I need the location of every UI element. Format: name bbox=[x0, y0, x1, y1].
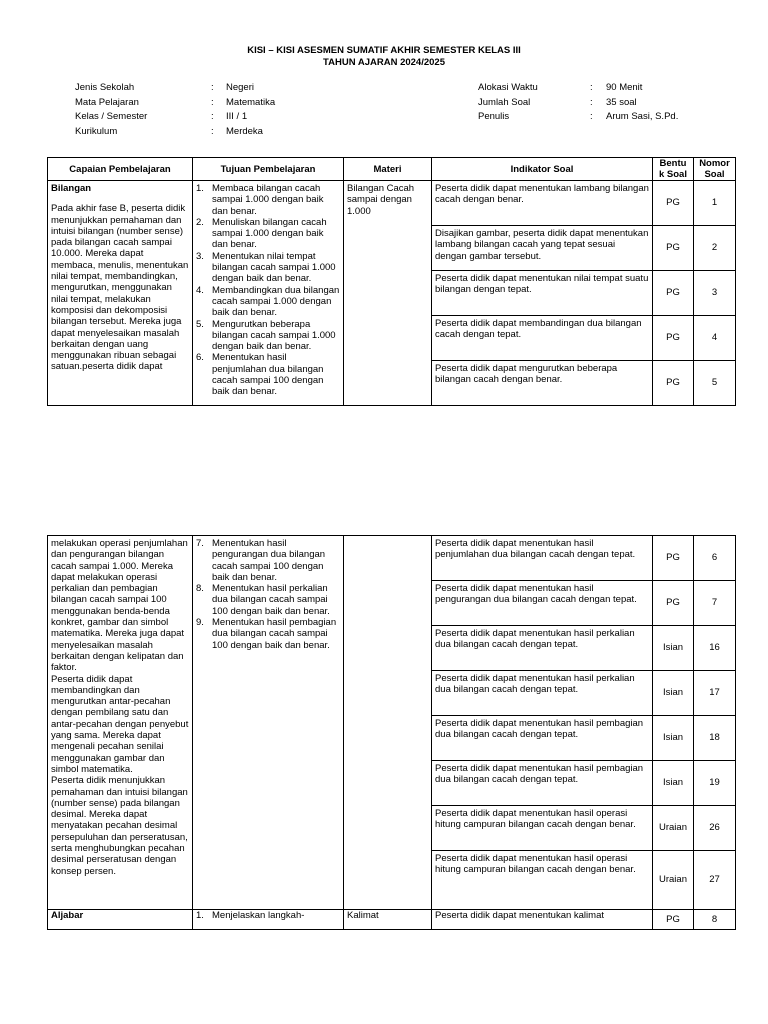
tujuan-item bbox=[196, 217, 340, 251]
meta-info-right bbox=[478, 81, 678, 125]
header-capaian: Capaian Pembelajaran bbox=[48, 158, 193, 181]
tujuan-text: Membandingkan dua bilangan cacah sampai 1.000 dengan baik dan benar. bbox=[212, 284, 340, 319]
materi-cell: Bilangan Cacah sampai dengan 1.000 bbox=[344, 181, 432, 406]
nomor-cell: 27 bbox=[694, 851, 736, 910]
capaian-text: Pada akhir fase B, peserta didik menunjukkan pemahaman dan intuisi bilangan (number sense) pada bilangan cacah sampai 10.000. Mereka dapat membaca, menulis, menentukan nilai tempat, membandingkan, mengurutkan, menggunakan nilai tempat, melakukan komposisi dan dekomposisi bilangan tersebut. Mereka juga dapat menyelesaikan masalah berkaitan dengan uang menggunakan ribuan sebagai satuan.peserta didik dapat bbox=[51, 203, 189, 373]
header-materi: Materi bbox=[344, 158, 432, 181]
tujuan-text: Menentukan hasil perkalian dua bilangan cacah sampai 100 dengan baik dan benar. bbox=[212, 583, 330, 617]
tujuan-num: 5. bbox=[196, 318, 204, 330]
table-row-aljabar bbox=[48, 910, 736, 930]
tujuan-item bbox=[196, 285, 340, 319]
tujuan-num: 4. bbox=[196, 284, 204, 296]
tujuan-item bbox=[196, 319, 340, 353]
nomor-cell: 5 bbox=[694, 361, 736, 406]
bentuk-cell: Isian bbox=[653, 761, 694, 806]
tujuan-cell bbox=[193, 181, 344, 406]
nomor-cell: 19 bbox=[694, 761, 736, 806]
meta-value: III / 1 bbox=[226, 111, 248, 122]
indikator-cell: Peserta didik dapat menentukan hasil perkalian dua bilangan cacah dengan tepat. bbox=[432, 626, 653, 671]
indikator-cell: Peserta didik dapat menentukan hasil operasi hitung campuran bilangan cacah dengan benar. bbox=[432, 851, 653, 910]
header-tujuan: Tujuan Pembelajaran bbox=[193, 158, 344, 181]
document-title bbox=[0, 45, 768, 69]
tujuan-num: 9. bbox=[196, 617, 204, 629]
meta-value: Arum Sasi, S.Pd. bbox=[606, 111, 679, 122]
tujuan-item bbox=[196, 910, 340, 921]
tujuan-item bbox=[196, 183, 340, 217]
bentuk-cell: PG bbox=[653, 361, 694, 406]
meta-row bbox=[75, 96, 275, 111]
header-nomor: Nomor Soal bbox=[694, 158, 736, 181]
nomor-cell: 4 bbox=[694, 316, 736, 361]
bentuk-cell: Uraian bbox=[653, 806, 694, 851]
meta-row bbox=[75, 125, 275, 140]
materi-cell bbox=[344, 536, 432, 910]
indikator-cell: Peserta didik dapat menentukan hasil penjumlahan dua bilangan cacah dengan tepat. bbox=[432, 536, 653, 581]
meta-value: 35 soal bbox=[606, 96, 637, 108]
meta-row bbox=[75, 81, 275, 96]
tujuan-list bbox=[196, 183, 340, 398]
nomor-cell: 8 bbox=[694, 910, 736, 930]
indikator-cell: Peserta didik dapat menentukan lambang bilangan cacah dengan benar. bbox=[432, 181, 653, 226]
tujuan-cell bbox=[193, 910, 344, 930]
nomor-cell: 16 bbox=[694, 626, 736, 671]
nomor-cell: 17 bbox=[694, 671, 736, 716]
tujuan-text: Menentukan hasil pengurangan dua bilangan cacah sampai 100 dengan baik dan benar. bbox=[212, 538, 326, 583]
meta-colon: : bbox=[211, 82, 214, 93]
meta-colon: : bbox=[590, 111, 593, 122]
indikator-cell: Peserta didik dapat menentukan nilai tempat suatu bilangan dengan tepat. bbox=[432, 271, 653, 316]
meta-key: Kelas / Semester bbox=[75, 111, 148, 122]
meta-row bbox=[478, 96, 678, 111]
meta-colon: : bbox=[211, 96, 214, 108]
tujuan-num: 6. bbox=[196, 352, 204, 364]
indikator-cell: Peserta didik dapat menentukan kalimat bbox=[432, 910, 653, 930]
meta-key: Mata Pelajaran bbox=[75, 96, 139, 108]
table-header-row bbox=[48, 158, 736, 181]
capaian-text: melakukan operasi penjumlahan dan pengurangan bilangan cacah sampai 1.000. Mereka dapat melakukan operasi perkalian dan pembagian bilangan cacah sampai 100 menggunakan benda-benda konkret, gambar dan simbol matematika. Mereka juga dapat menyelesaikan masalah berkaitan dengan kelipatan dan faktor. bbox=[51, 538, 188, 674]
bentuk-cell: Isian bbox=[653, 626, 694, 671]
header-indikator: Indikator Soal bbox=[432, 158, 653, 181]
meta-row bbox=[478, 110, 678, 125]
tujuan-num: 3. bbox=[196, 250, 204, 262]
bentuk-cell: PG bbox=[653, 536, 694, 581]
tujuan-item bbox=[196, 583, 340, 617]
nomor-cell: 18 bbox=[694, 716, 736, 761]
indikator-cell: Peserta didik dapat menentukan hasil pengurangan dua bilangan cacah dengan tepat. bbox=[432, 581, 653, 626]
meta-value: Merdeka bbox=[226, 125, 263, 137]
capaian-text-2: Peserta didik dapat membandingkan dan mengurutkan antar-pecahan dengan pembilang satu dan antar-pecahan dengan penyebut yang sama. Mereka dapat mengenali pecahan senilai menggunakan gambar dan simbol matematika. bbox=[51, 673, 189, 775]
tujuan-num: 1. bbox=[196, 910, 204, 921]
meta-colon: : bbox=[590, 96, 593, 108]
indikator-cell: Peserta didik dapat menentukan hasil pembagian dua bilangan cacah dengan tepat. bbox=[432, 716, 653, 761]
meta-value: 90 Menit bbox=[606, 82, 643, 93]
kisi-table-page-1 bbox=[47, 157, 736, 406]
meta-value: Matematika bbox=[226, 96, 276, 108]
materi-cell: Kalimat bbox=[344, 910, 432, 930]
title-line-2: TAHUN AJARAN 2024/2025 bbox=[323, 57, 445, 68]
meta-info-left bbox=[75, 81, 275, 139]
indikator-cell: Peserta didik dapat mengurutkan beberapa bilangan cacah dengan benar. bbox=[432, 361, 653, 406]
tujuan-cell bbox=[193, 536, 344, 910]
tujuan-item bbox=[196, 538, 340, 583]
tujuan-list bbox=[196, 538, 340, 651]
meta-colon: : bbox=[590, 82, 593, 93]
indikator-cell: Disajikan gambar, peserta didik dapat menentukan lambang bilangan cacah yang tepat sesuai dengan gambar tersebut. bbox=[432, 226, 653, 271]
meta-row bbox=[75, 110, 275, 125]
meta-value: Negeri bbox=[226, 82, 254, 93]
tujuan-text: Mengurutkan beberapa bilangan cacah sampai 1.000 dengan baik dan benar. bbox=[212, 318, 336, 353]
capaian-cell bbox=[48, 536, 193, 910]
capaian-heading-aljabar: Aljabar bbox=[48, 910, 193, 930]
tujuan-text: Menentukan nilai tempat bilangan cacah sampai 1.000 dengan baik dan benar. bbox=[212, 250, 336, 285]
meta-colon: : bbox=[211, 111, 214, 122]
nomor-cell: 1 bbox=[694, 181, 736, 226]
meta-colon: : bbox=[211, 125, 214, 137]
nomor-cell: 3 bbox=[694, 271, 736, 316]
nomor-cell: 26 bbox=[694, 806, 736, 851]
bentuk-cell: PG bbox=[653, 226, 694, 271]
meta-row bbox=[478, 81, 678, 96]
bentuk-cell: Uraian bbox=[653, 851, 694, 910]
table-row bbox=[48, 181, 736, 226]
nomor-cell: 6 bbox=[694, 536, 736, 581]
tujuan-item bbox=[196, 352, 340, 397]
bentuk-cell: PG bbox=[653, 181, 694, 226]
indikator-cell: Peserta didik dapat menentukan hasil pembagian dua bilangan cacah dengan tepat. bbox=[432, 761, 653, 806]
tujuan-text: Menentukan hasil pembagian dua bilangan cacah sampai 100 dengan baik dan benar. bbox=[212, 617, 337, 651]
bentuk-cell: PG bbox=[653, 271, 694, 316]
bentuk-cell: Isian bbox=[653, 671, 694, 716]
tujuan-text: Menjelaskan langkah- bbox=[212, 910, 305, 921]
nomor-cell: 2 bbox=[694, 226, 736, 271]
bentuk-cell: PG bbox=[653, 316, 694, 361]
tujuan-num: 1. bbox=[196, 183, 204, 194]
meta-key: Jenis Sekolah bbox=[75, 82, 135, 93]
kisi-table-page-2 bbox=[47, 535, 736, 930]
tujuan-item bbox=[196, 617, 340, 651]
bentuk-cell: PG bbox=[653, 910, 694, 930]
nomor-cell: 7 bbox=[694, 581, 736, 626]
indikator-cell: Peserta didik dapat menentukan hasil perkalian dua bilangan cacah dengan tepat. bbox=[432, 671, 653, 716]
meta-key: Jumlah Soal bbox=[478, 96, 531, 108]
bentuk-cell: Isian bbox=[653, 716, 694, 761]
tujuan-text: Menuliskan bilangan cacah sampai 1.000 dengan baik dan benar. bbox=[212, 216, 327, 251]
tujuan-num: 8. bbox=[196, 583, 204, 595]
tujuan-num: 2. bbox=[196, 216, 204, 228]
tujuan-item bbox=[196, 251, 340, 285]
capaian-heading: Bilangan bbox=[51, 183, 92, 194]
capaian-text-3: Peserta didik menunjukkan pemahaman dan intuisi bilangan (number sense) pada bilangan desimal. Mereka dapat menyatakan pecahan desimal persepuluhan dan perseratusan, serta menghubungkan pecahan desimal perseratusan dengan konsep persen. bbox=[51, 775, 188, 877]
title-line-1: KISI – KISI ASESMEN SUMATIF AKHIR SEMESTER KELAS III bbox=[247, 45, 521, 56]
bentuk-cell: PG bbox=[653, 581, 694, 626]
meta-key: Alokasi Waktu bbox=[478, 82, 538, 93]
tujuan-text: Menentukan hasil penjumlahan dua bilangan cacah sampai 100 dengan baik dan benar. bbox=[212, 352, 324, 398]
tujuan-text: Membaca bilangan cacah sampai 1.000 dengan baik dan benar. bbox=[212, 183, 324, 217]
indikator-cell: Peserta didik dapat membandingan dua bilangan cacah dengan tepat. bbox=[432, 316, 653, 361]
tujuan-num: 7. bbox=[196, 538, 204, 549]
indikator-cell: Peserta didik dapat menentukan hasil operasi hitung campuran bilangan cacah dengan benar. bbox=[432, 806, 653, 851]
capaian-cell bbox=[48, 181, 193, 406]
header-bentuk: Bentu k Soal bbox=[653, 158, 694, 181]
table-row bbox=[48, 536, 736, 581]
meta-key: Penulis bbox=[478, 111, 510, 122]
meta-key: Kurikulum bbox=[75, 125, 118, 137]
tujuan-list bbox=[196, 910, 340, 921]
